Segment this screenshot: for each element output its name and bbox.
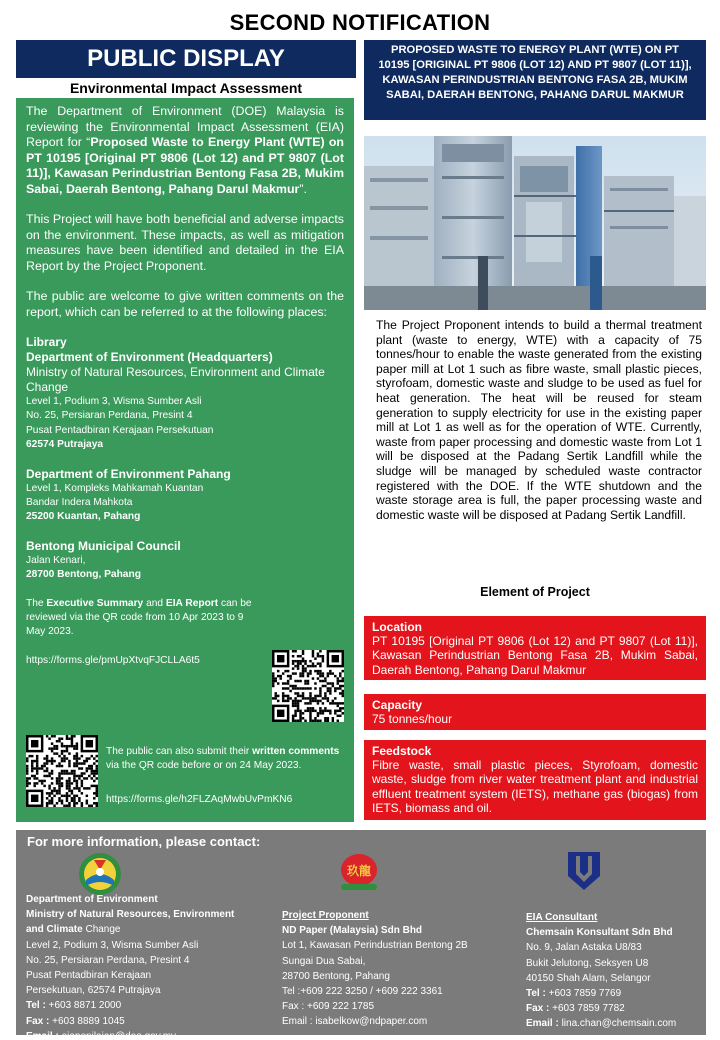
doe-contact-ministry-bold: Ministry of Natural Resources, Environment and Climate (26, 909, 235, 936)
proponent-address: Sungai Dua Sabai, (282, 955, 366, 967)
consultant-fax-value: +603 7859 7782 (549, 1003, 625, 1015)
doe-email-label: Email : (26, 1030, 59, 1040)
spacer (26, 453, 344, 467)
doe-hq-ministry: Ministry of Natural Resources, Environment and Climate Change (26, 365, 325, 394)
qr-code-comments[interactable] (26, 735, 98, 807)
doe-contact-name: Department of Environment (26, 894, 158, 905)
consultant-contact (526, 910, 704, 1032)
qr-code-review-icon (272, 650, 344, 722)
review-text: The (26, 597, 47, 609)
doe-pahang-address-line: Bandar Indera Mahkota (26, 497, 133, 509)
contact-footer (16, 830, 706, 1040)
impacts-paragraph: This Project will have both beneficial and adverse impacts on the environment. These impacts, as well as mitigation measures have been identified and detailed in the EIA Report by the Project Proponent. (26, 212, 344, 273)
qr-code-comments-icon (26, 735, 98, 807)
plant-photo-illustration (364, 136, 706, 310)
project-title-banner: PROPOSED WASTE TO ENERGY PLANT (WTE) ON PT 10195 [ORIGINAL PT 9806 (LOT 12) AND PT 9807 (LOT 11)], KAWASAN PERINDUSTRIAN BENTONG FASA 2B, MUKIM SABAI, DAERAH BENTONG, PAHANG DARUL MAKMUR (364, 40, 706, 120)
submit-text: via the QR code before or on 24 May 2023. (106, 760, 302, 772)
doe-hq-address-line: Pusat Pentadbiran Kerajaan Persekutuan (26, 424, 214, 436)
comments-paragraph: The public are welcome to give written comments on the report, which can be referred to at the following places: (26, 289, 344, 319)
doe-hq-address-line: 62574 Putrajaya (26, 439, 104, 451)
consultant-email-value[interactable]: lina.chan@chemsain.com (558, 1018, 677, 1030)
project-title-inline: Proposed Waste to Energy Plant (WTE) on PT 10195 [Original PT 9806 (Lot 12) and PT 9807 (Lot 11)], Kawasan Perindustrian Bentong Fasa 2B, Mukim Sabai, Daerah Bentong, Pahang Darul Makmur (26, 135, 344, 196)
location-box (364, 616, 706, 680)
notification-title: SECOND NOTIFICATION (229, 10, 491, 35)
review-eia-report: EIA Report (165, 597, 219, 609)
doe-contact-email[interactable] (26, 1029, 246, 1040)
consultant-fax (526, 1001, 704, 1016)
doe-fax-value: +603 8889 1045 (49, 1015, 125, 1027)
doe-contact-address: No. 25, Persiaran Perdana, Presint 4 (26, 954, 190, 966)
consultant-email-label: Email : (526, 1018, 559, 1030)
doe-pahang-address-line: 25200 Kuantan, Pahang (26, 511, 141, 523)
doe-hq-name: Department of Environment (Headquarters) (26, 350, 273, 364)
consultant-fax-label: Fax : (526, 1003, 550, 1015)
submit-link[interactable]: https://forms.gle/h2FLZAqMwbUvPmKN6 (106, 794, 293, 805)
proponent-address: Lot 1, Kawasan Perindustrian Bentong 2B (282, 940, 468, 952)
consultant-name: Chemsain Konsultant Sdn Bhd (526, 927, 673, 939)
capacity-box (364, 694, 706, 730)
doe-contact-address: Pusat Pentadbiran Kerajaan (26, 970, 152, 982)
doe-contact-ministry-rest: Change (82, 924, 121, 936)
proponent-email[interactable]: Email : isabelkow@ndpaper.com (282, 1016, 428, 1028)
consultant-address: 40150 Shah Alam, Selangor (526, 972, 651, 984)
location-value: PT 10195 [Original PT 9806 (Lot 12) and PT 9807 (Lot 11)], Kawasan Perindustrian Bentong Fasa 2B, Mukim Sabai, Daerah Bentong, Pahang Darul Makmur (372, 634, 698, 677)
doe-fax-label: Fax : (26, 1015, 50, 1027)
library-label: Library (26, 335, 67, 349)
proponent-address: 28700 Bentong, Pahang (282, 970, 390, 982)
doe-pahang-name: Department of Environment Pahang (26, 466, 231, 481)
submit-text: The public can also submit their (106, 746, 253, 757)
doe-contact-address: Persekutuan, 62574 Putrajaya (26, 985, 161, 997)
intro-text-c: ”. (299, 181, 307, 196)
consultant-heading: EIA Consultant (526, 912, 598, 923)
nd-paper-logo-text: 玖龍 (346, 864, 372, 878)
capacity-value: 75 tonnes/hour (372, 712, 453, 727)
council-name: Bentong Municipal Council (26, 538, 181, 553)
review-exec-summary: Executive Summary (46, 597, 144, 609)
doe-hq-address-line: Level 1, Podium 3, Wisma Sumber Asli (26, 396, 202, 407)
feedstock-label: Feedstock (372, 744, 432, 758)
proponent-contact (282, 908, 502, 1030)
spacer (26, 583, 344, 597)
contact-heading: For more information, please contact: (27, 834, 261, 849)
doe-tel-value: +603 8871 2000 (45, 1000, 122, 1012)
eia-subtitle: Environmental Impact Assessment (69, 80, 303, 96)
doe-contact-tel (26, 998, 246, 1013)
intro-text-a: The Department of Environment (DOE) Malaysia is reviewing the Environmental Impact Assessment (EIA) Report for “ (26, 104, 344, 149)
review-text: and (143, 597, 166, 609)
consultant-tel-label: Tel : (526, 988, 546, 1000)
plant-photo (364, 136, 706, 310)
proponent-tel: Tel :+609 222 3250 / +609 222 3361 (282, 986, 443, 998)
review-note (26, 597, 258, 640)
spacer (26, 525, 344, 539)
proponent-name: ND Paper (Malaysia) Sdn Bhd (282, 925, 423, 937)
qr-code-review[interactable] (272, 650, 344, 722)
review-link[interactable]: https://forms.gle/pmUpXtvqFJCLLA6t5 (26, 654, 200, 666)
doe-contact-fax (26, 1014, 246, 1029)
location-label: Location (372, 620, 422, 634)
capacity-label: Capacity (372, 698, 423, 712)
council-address-line: 28700 Bentong, Pahang (26, 569, 141, 581)
doe-contact-ministry (26, 907, 246, 937)
consultant-address: No. 9, Jalan Astaka U8/83 (526, 942, 642, 954)
spacer (26, 274, 344, 289)
intro-paragraph (26, 104, 344, 197)
chemsain-logo-icon (562, 848, 606, 892)
consultant-tel (526, 986, 704, 1001)
doe-contact-address: Level 2, Podium 3, Wisma Sumber Asli (26, 939, 199, 951)
consultant-tel-value: +603 7859 7769 (545, 988, 622, 1000)
doe-tel-label: Tel : (26, 1000, 46, 1012)
consultant-address: Bukit Jelutong, Seksyen U8 (526, 957, 649, 969)
doe-email-value[interactable]: eiapenilaian@doe.gov.my (58, 1030, 177, 1040)
doe-pahang-address-line: Level 1, Kompleks Mahkamah Kuantan (26, 482, 204, 494)
doe-contact (26, 892, 246, 1040)
feedstock-box (364, 740, 706, 820)
nd-paper-logo-icon (336, 852, 382, 892)
public-display-banner: PUBLIC DISPLAY (16, 40, 356, 78)
spacer (26, 320, 344, 335)
submit-note (106, 745, 342, 774)
element-of-project-title: Element of Project (480, 585, 590, 599)
project-description: The Project Proponent intends to build a thermal treatment plant (waste to energy, WTE) with a capacity of 75 tonnes/hour to enable the waste generated from the existing paper mill at Lot 1 such as fibre waste, small plastic pieces, styrofoam, domestic waste and sludge to be used as fuel for heat generation. The heat will be reused for steam generation to supply electricity for use in the existing paper mill at Lot 1 as well as for the operation of WTE. Currently, waste from paper processing and domestic waste from Lot 1 will be disposed at the Padang Sertik Landfill while the sludge will be managed by scheduled waste contractor registered with the DOE. If the WTE shutdown and the waste storage area is full, the paper processing waste and domestic waste will be disposed at Padang Sertik Landfill. (376, 318, 702, 522)
feedstock-value: Fibre waste, small plastic pieces, Styrofoam, domestic waste, sludge from river water treatment plant and industrial effluent treatment system (IETS), methane gas (biogas) from IETS, biomass and oil. (372, 758, 698, 815)
proponent-heading: Project Proponent (282, 910, 369, 921)
spacer (26, 197, 344, 212)
proponent-fax: Fax : +609 222 1785 (282, 1001, 375, 1013)
consultant-email[interactable] (526, 1016, 704, 1031)
doe-logo-icon (76, 850, 124, 898)
submit-written-comments: written comments (252, 746, 340, 757)
council-address-line: Jalan Kenari, (26, 554, 86, 566)
doe-hq-address-line: No. 25, Persiaran Perdana, Presint 4 (26, 410, 193, 422)
review-text: can be reviewed via the QR code from 10 Apr 2023 to 9 May 2023. (26, 597, 252, 638)
